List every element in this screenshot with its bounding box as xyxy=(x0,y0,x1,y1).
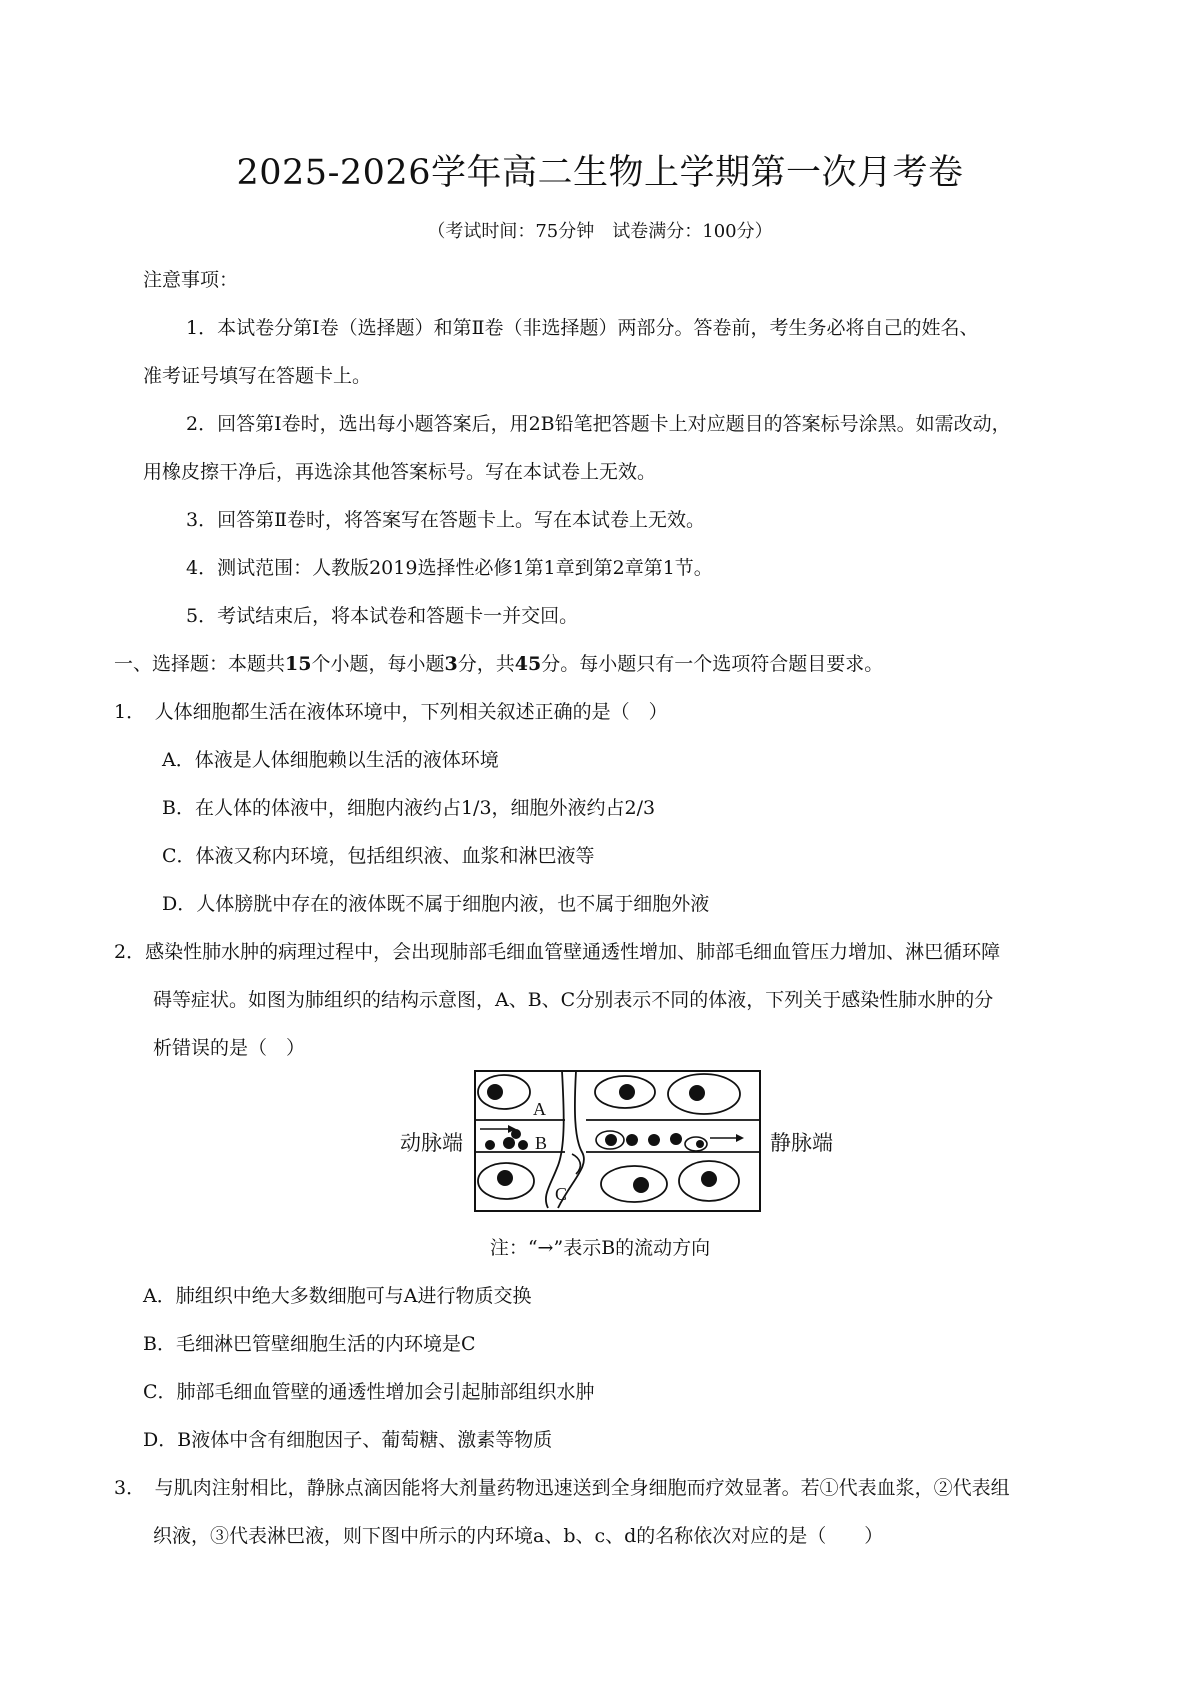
question-count: 15 xyxy=(285,653,312,675)
blood-cell xyxy=(626,1134,638,1146)
blood-cell xyxy=(670,1133,682,1145)
notice-item-5: 5．考试结束后，将本试卷和答题卡一并交回。 xyxy=(186,605,579,627)
notice-item-3: 3．回答第Ⅱ卷时，将答案写在答题卡上。写在本试卷上无效。 xyxy=(186,509,706,531)
blood-cell xyxy=(518,1140,528,1150)
tissue-cell xyxy=(478,1075,530,1109)
q2-option-b: B．毛细淋巴管壁细胞生活的内环境是C xyxy=(143,1333,476,1355)
blood-cell xyxy=(503,1137,515,1149)
q2-stem-line-2: 碍等症状。如图为肺组织的结构示意图，A、B、C分别表示不同的体液，下列关于感染性肺水肿的分 xyxy=(153,989,994,1011)
blood-cell xyxy=(696,1140,704,1148)
section-heading-part-2: 个小题，每小题 xyxy=(311,653,445,675)
total-points: 45 xyxy=(514,653,542,675)
blood-cell xyxy=(485,1140,495,1150)
cell-nucleus xyxy=(497,1170,513,1186)
fluid-label-b: B xyxy=(535,1133,548,1153)
arterial-end-label: 动脉端 xyxy=(400,1132,463,1155)
cell-nucleus xyxy=(701,1171,717,1187)
notice-item-4: 4．测试范围：人教版2019选择性必修1第1章到第2章第1节。 xyxy=(186,557,713,579)
notice-item-2-line-1: 2．回答第Ⅰ卷时，选出每小题答案后，用2B铅笔把答题卡上对应题目的答案标号涂黑。如需改动， xyxy=(186,413,1011,435)
cell-nucleus xyxy=(619,1084,635,1100)
q1-option-a: A．体液是人体细胞赖以生活的液体环境 xyxy=(162,749,499,771)
q2-stem-line-1: 2．感染性肺水肿的病理过程中，会出现肺部毛细血管壁通透性增加、肺部毛细血管压力增加、淋巴循环障 xyxy=(114,941,1001,963)
fluid-label-a: A xyxy=(533,1099,546,1119)
q1-option-b: B．在人体的体液中，细胞内液约占1/3，细胞外液约占2/3 xyxy=(162,797,656,819)
section-heading-part-4: 分。每小题只有一个选项符合题目要求。 xyxy=(541,653,884,675)
fluid-label-c: C xyxy=(555,1184,568,1204)
arrow-head-icon xyxy=(736,1134,744,1142)
cell-nucleus xyxy=(689,1085,705,1101)
cell-nucleus xyxy=(633,1177,649,1193)
figure-caption: 注：“→”表示B的流动方向 xyxy=(489,1237,711,1259)
q3-stem-line-2: 织液，③代表淋巴液，则下图中所示的内环境a、b、c、d的名称依次对应的是（ ） xyxy=(153,1525,884,1547)
notice-item-2-line-2: 用橡皮擦干净后，再选涂其他答案标号。写在本试卷上无效。 xyxy=(143,461,657,483)
q2-option-d: D．B液体中含有细胞因子、葡萄糖、激素等物质 xyxy=(143,1429,553,1451)
q2-option-c: C．肺部毛细血管壁的通透性增加会引起肺部组织水肿 xyxy=(143,1381,595,1403)
lung-tissue-svg xyxy=(392,1068,842,1216)
section-heading-part-3: 分，共 xyxy=(457,653,515,675)
cell-nucleus xyxy=(487,1084,503,1100)
tissue-frame xyxy=(475,1071,760,1211)
q1-option-d: D．人体膀胱中存在的液体既不属于细胞内液，也不属于细胞外液 xyxy=(162,893,710,915)
notice-heading: 注意事项： xyxy=(143,269,239,291)
lymph-capillary-valve xyxy=(572,1154,580,1174)
exam-subtitle: （考试时间：75分钟 试卷满分：100分） xyxy=(427,221,773,242)
q1-stem: 1． 人体细胞都生活在液体环境中，下列相关叙述正确的是（ ） xyxy=(114,701,668,723)
blood-cell xyxy=(605,1134,617,1146)
notice-item-1-line-1: 1．本试卷分第Ⅰ卷（选择题）和第Ⅱ卷（非选择题）两部分。答卷前，考生务必将自己的姓名、 xyxy=(186,317,979,339)
section-heading-part-1: 一、选择题：本题共 xyxy=(114,653,286,675)
q2-stem-line-3: 析错误的是（ ） xyxy=(153,1037,306,1059)
q3-stem-line-1: 3． 与肌肉注射相比，静脉点滴因能将大剂量药物迅速送到全身细胞而疗效显著。若①代表血浆，②代表组 xyxy=(114,1477,1010,1499)
q1-option-c: C．体液又称内环境，包括组织液、血浆和淋巴液等 xyxy=(162,845,595,867)
points-per-question: 3 xyxy=(444,653,458,675)
q2-option-a: A．肺组织中绝大多数细胞可与A进行物质交换 xyxy=(143,1285,532,1307)
lung-tissue-diagram xyxy=(392,1068,842,1216)
notice-item-1-line-2: 准考证号填写在答题卡上。 xyxy=(143,365,372,387)
section-heading xyxy=(114,650,883,678)
exam-title: 2025-2026学年高二生物上学期第一次月考卷 xyxy=(236,153,964,193)
blood-cell xyxy=(648,1134,660,1146)
venous-end-label: 静脉端 xyxy=(770,1132,833,1155)
